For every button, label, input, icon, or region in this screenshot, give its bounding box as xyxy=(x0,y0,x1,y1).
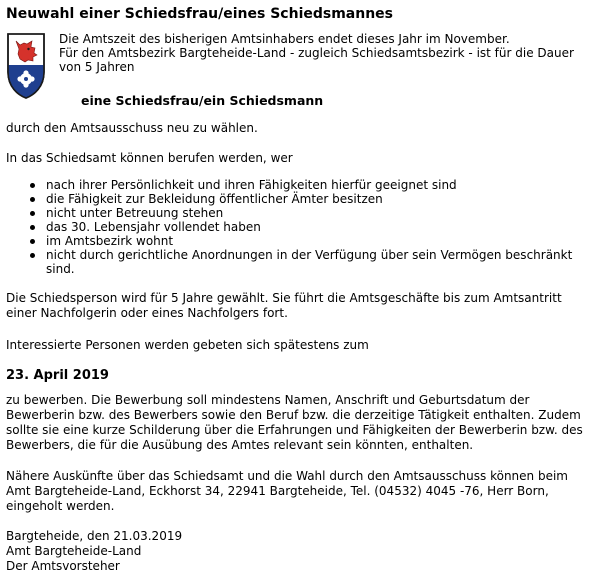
list-item: das 30. Lebensjahr vollendet haben xyxy=(26,220,586,234)
intro-line-2: Für den Amtsbezirk Bargteheide-Land - zugleich Schiedsamtsbezirk - ist für die Dauer von 5 Jahren xyxy=(59,46,574,74)
signature-block xyxy=(6,529,182,574)
deadline-date: 23. April 2019 xyxy=(6,368,109,383)
election-text: durch den Amtsausschuss neu zu wählen. xyxy=(6,121,258,135)
signature-office: Amt Bargteheide-Land xyxy=(6,544,142,558)
apply-intro: Interessierte Personen werden gebeten sich spätestens zum xyxy=(6,338,369,352)
contact-text: Nähere Auskünfte über das Schiedsamt und die Wahl durch den Amtsausschuss können beim Amt Bargteheide-Land, Eckhorst 34, 22941 Bargteheide, Tel. (04532) 4045 -76, Herr Born, eingeholt werden. xyxy=(6,469,568,513)
role-heading: eine Schiedsfrau/ein Schiedsmann xyxy=(81,93,324,108)
eligibility-intro: In das Schiedsamt können berufen werden, wer xyxy=(6,151,293,165)
list-item: nicht durch gerichtliche Anordnungen in der Verfügung über sein Vermögen beschränkt sind. xyxy=(26,248,586,276)
list-item: die Fähigkeit zur Bekleidung öffentlicher Ämter besitzen xyxy=(26,192,586,206)
page-title: Neuwahl einer Schiedsfrau/eines Schiedsmannes xyxy=(6,6,394,22)
list-item: nach ihrer Persönlichkeit und ihren Fähigkeiten hierfür geeignet sind xyxy=(26,178,586,192)
term-text: Die Schiedsperson wird für 5 Jahre gewählt. Sie führt die Amtsgeschäfte bis zum Amtsantritt einer Nachfolgerin oder eines Nachfolgers fort. xyxy=(6,291,562,320)
signature-official: Der Amtsvorsteher xyxy=(6,559,120,573)
requirements-list xyxy=(26,178,586,276)
application-text: zu bewerben. Die Bewerbung soll mindestens Namen, Anschrift und Geburtsdatum der Bewerberin bzw. des Bewerbers sowie den Beruf bzw. die derzeitige Tätigkeit enthalten. Zudem sollte sie eine kurze Schilderung über die Erfahrungen und Fähigkeiten der Bewerberin bzw. des Bewerbers, die für die Ausübung des Amtes relevant sein könnten, enthalten. xyxy=(6,393,583,452)
intro-text xyxy=(59,32,589,74)
list-item: im Amtsbezirk wohnt xyxy=(26,234,586,248)
signature-place-date: Bargteheide, den 21.03.2019 xyxy=(6,529,183,543)
coat-of-arms-icon xyxy=(6,32,46,100)
list-item: nicht unter Betreuung stehen xyxy=(26,206,586,220)
intro-line-1: Die Amtszeit des bisherigen Amtsinhabers endet dieses Jahr im November. xyxy=(59,32,510,46)
